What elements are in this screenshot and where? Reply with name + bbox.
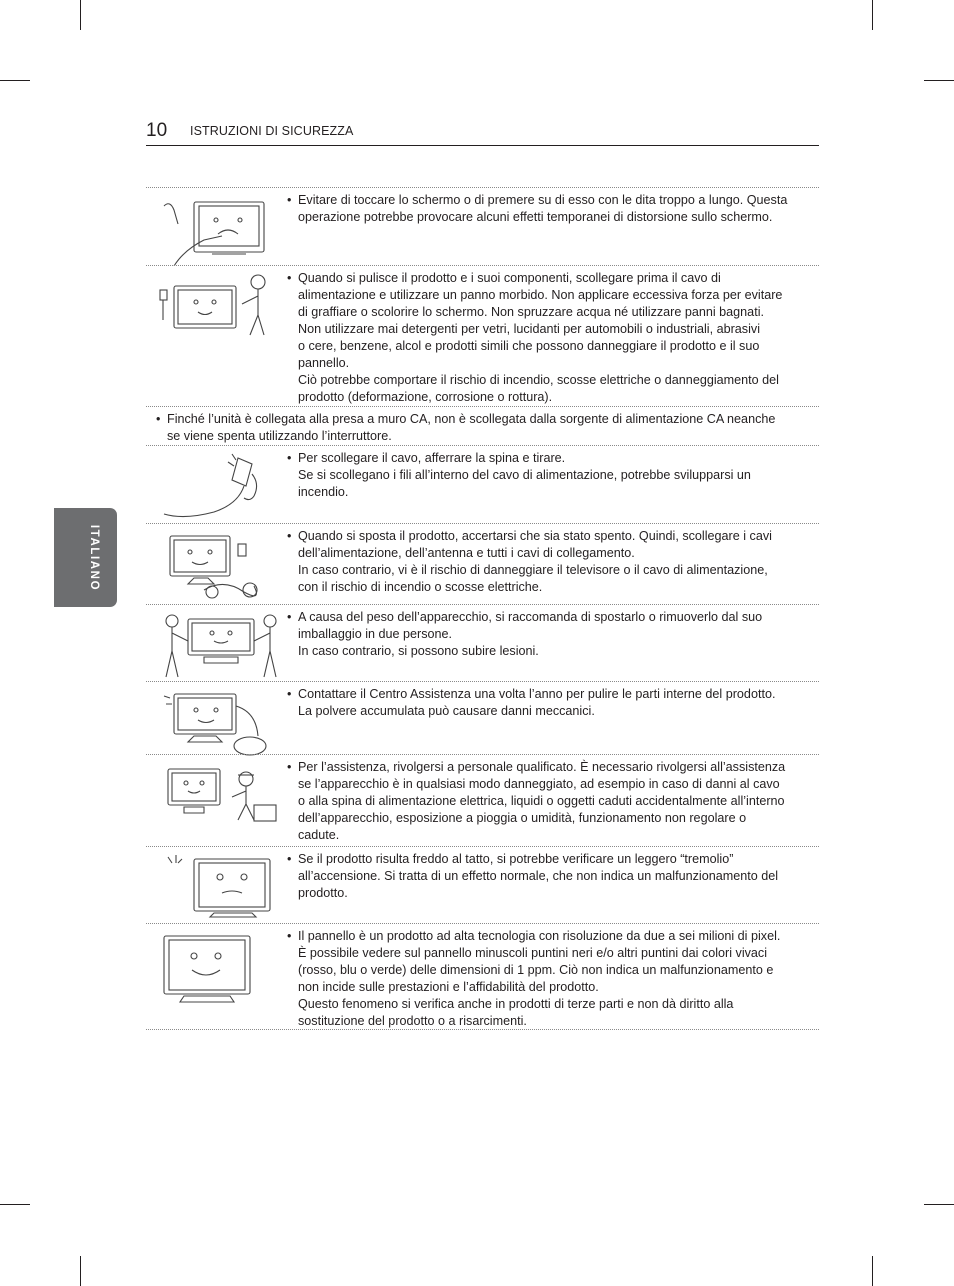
crop-mark: [80, 0, 81, 30]
text-line: Questo fenomeno si verifica anche in prodotti di terze parti e non dà diritto alla: [298, 997, 734, 1011]
two-person-carry-icon: [154, 611, 284, 683]
text-line: se viene spenta utilizzando l’interruttore.: [167, 429, 392, 443]
text-line: • A causa del peso dell’apparecchio, si raccomanda di spostarlo o rimuoverlo dal suo: [298, 610, 763, 624]
page-number: 10: [146, 120, 168, 141]
text-line: • Quando si sposta il prodotto, accertarsi che sia stato spento. Quindi, scollegare i cavi: [298, 529, 772, 543]
text-line: In caso contrario, si possono subire lesioni.: [298, 644, 539, 658]
text-line: imballaggio in due persone.: [298, 627, 453, 641]
safety-item: [146, 681, 819, 754]
text-line: incendio.: [298, 485, 349, 499]
crop-mark: [80, 1256, 81, 1286]
text-line: con il rischio di incendio o scosse elettriche.: [298, 580, 543, 594]
crop-mark: [924, 1204, 954, 1205]
safety-item: [146, 445, 819, 523]
item-text: [287, 609, 819, 660]
text-line: • Il pannello è un prodotto ad alta tecnologia con risoluzione da due a sei milioni di pixel.: [298, 929, 781, 943]
text-line: Se si scollegano i fili all’interno del cavo di alimentazione, potrebbe svilupparsi un: [298, 468, 751, 482]
text-line: • Contattare il Centro Assistenza una volta l’anno per pulire le parti interne del prodotto.: [298, 687, 776, 701]
item-text: [156, 411, 819, 445]
safety-item: [146, 604, 819, 681]
text-line: • Quando si pulisce il prodotto e i suoi componenti, scollegare prima il cavo di: [298, 271, 721, 285]
text-line: La polvere accumulata può causare danni meccanici.: [298, 704, 595, 718]
text-line: alimentazione e utilizzare un panno morbido. Non applicare eccessiva forza per evitare: [298, 288, 783, 302]
tv-touch-screen-icon: [154, 194, 284, 266]
text-line: o cere, benzene, alcol e prodotti simili che possono danneggiare il prodotto e il suo: [298, 339, 760, 353]
text-line: • Evitare di toccare lo schermo o di premere su di esso con le dita troppo a lungo. Questa: [298, 193, 788, 207]
text-line: • Per scollegare il cavo, afferrare la spina e tirare.: [298, 451, 566, 465]
section-title: ISTRUZIONI DI SICUREZZA: [190, 124, 354, 138]
crop-mark: [0, 80, 30, 81]
crop-mark: [0, 1204, 30, 1205]
safety-item: [146, 754, 819, 846]
language-tab: [54, 508, 117, 607]
crop-mark: [872, 0, 873, 30]
crop-mark: [872, 1256, 873, 1286]
language-tab-label: ITALIANO: [88, 524, 100, 592]
text-line: In caso contrario, vi è il rischio di danneggiare il televisore o il cavo di alimentazione,: [298, 563, 768, 577]
item-text: [287, 528, 819, 596]
text-line: È possibile vedere sul pannello minuscoli puntini neri e/o altri puntini dai colori vivaci: [298, 946, 768, 960]
text-line: • Finché l’unità è collegata alla presa a muro CA, non è scollegata dalla sorgente di alimentazione CA neanche: [167, 412, 776, 426]
text-line: sostituzione del prodotto o a risarcimenti.: [298, 1014, 527, 1028]
safety-list: [146, 187, 819, 1030]
safety-item: [146, 923, 819, 1030]
safety-item: [146, 265, 819, 406]
safety-item: [146, 187, 819, 265]
text-line: o alla spina di alimentazione elettrica, liquidi o oggetti caduti accidentalmente all’interno: [298, 794, 785, 808]
text-line: Ciò potrebbe comportare il rischio di incendio, scosse elettriche o danneggiamento del: [298, 373, 779, 387]
text-line: cadute.: [298, 828, 340, 842]
tv-cleaning-icon: [154, 272, 284, 344]
unplug-cable-icon: [154, 452, 284, 524]
item-text: [287, 759, 819, 844]
item-text: [287, 686, 819, 720]
item-text: [287, 851, 819, 902]
text-line: prodotto.: [298, 886, 348, 900]
page-header: [146, 118, 819, 146]
text-line: dell’apparecchio, esposizione a pioggia o umidità, funzionamento non regolare o: [298, 811, 747, 825]
text-line: all’accensione. Si tratta di un effetto normale, che non indica un malfunzionamento del: [298, 869, 779, 883]
tv-technician-icon: [154, 761, 284, 833]
item-text: [287, 270, 819, 406]
safety-item: [146, 406, 819, 445]
tv-vacuum-icon: [154, 688, 284, 760]
text-line: prodotto (deformazione, corrosione o rottura).: [298, 390, 553, 404]
text-line: di graffiare o scolorire lo schermo. Non spruzzare acqua né utilizzare panni bagnati.: [298, 305, 764, 319]
safety-item: [146, 523, 819, 604]
text-line: (rosso, blu o verde) delle dimensioni di 1 ppm. Ciò non indica un malfunzionamento e: [298, 963, 774, 977]
tv-disconnect-cables-icon: [154, 530, 284, 602]
tv-cold-tremble-icon: [154, 853, 284, 925]
text-line: • Per l’assistenza, rivolgersi a personale qualificato. È necessario rivolgersi all’assistenza: [298, 760, 786, 774]
text-line: pannello.: [298, 356, 350, 370]
text-line: Non utilizzare mai detergenti per vetri, lucidanti per automobili o industriali, abrasivi: [298, 322, 760, 336]
item-text: [287, 928, 819, 1030]
crop-mark: [924, 80, 954, 81]
tv-pixel-panel-icon: [154, 934, 284, 1006]
text-line: operazione potrebbe provocare alcuni effetti temporanei di distorsione sullo schermo.: [298, 210, 773, 224]
text-line: • Se il prodotto risulta freddo al tatto, si potrebbe verificare un leggero “tremolio”: [298, 852, 734, 866]
text-line: se l’apparecchio è in qualsiasi modo danneggiato, ad esempio in caso di danni al cavo: [298, 777, 780, 791]
item-text: [287, 192, 819, 226]
text-line: non incide sulle prestazioni e l’affidabilità del prodotto.: [298, 980, 599, 994]
item-text: [287, 450, 819, 501]
safety-item: [146, 846, 819, 923]
text-line: dell’alimentazione, dell’antenna e tutti i cavi di collegamento.: [298, 546, 635, 560]
